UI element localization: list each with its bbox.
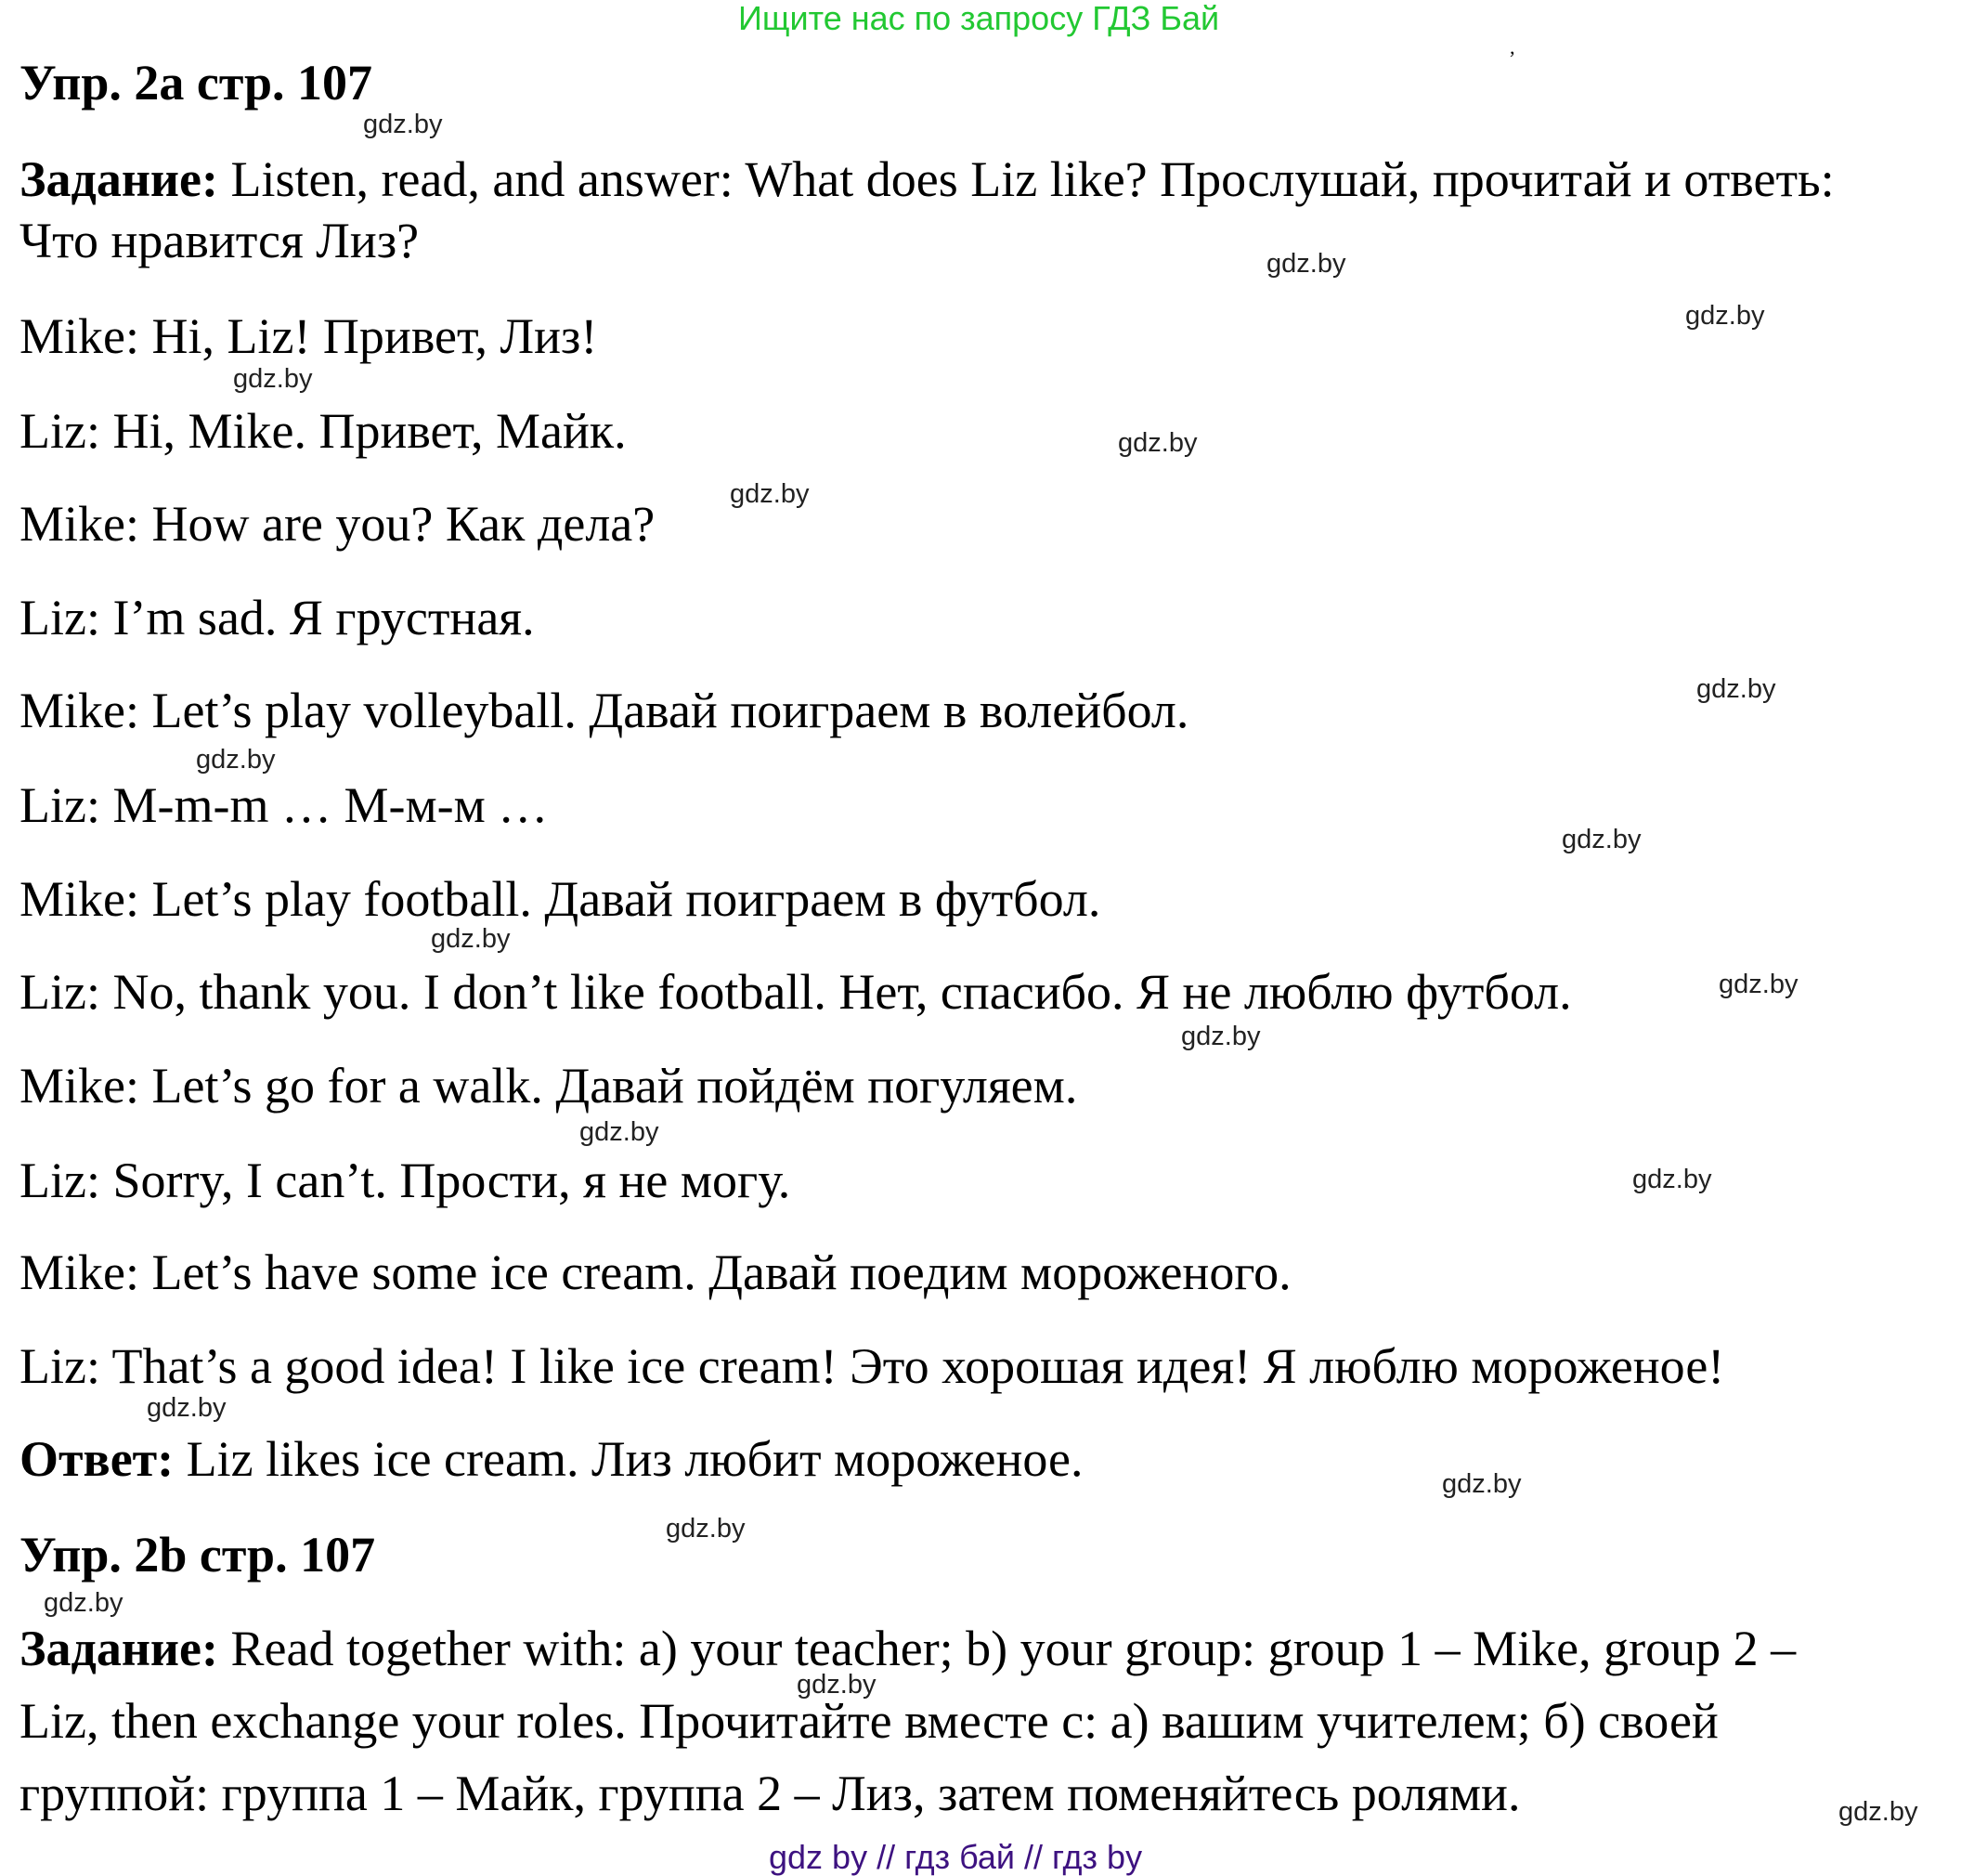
- dialogue-line: Mike: Let’s play football. Давай поиграем в футбол.: [19, 871, 1101, 927]
- task-text: Read together with: a) your teacher; b) your group: group 1 – Mike, group 2 –: [218, 1621, 1797, 1676]
- dialogue-line: Mike: Hi, Liz! Привет, Лиз!: [19, 308, 598, 364]
- answer-text: Liz likes ice cream. Лиз любит мороженое.: [174, 1431, 1084, 1487]
- section-2a-task-line2: Что нравится Лиз?: [19, 213, 420, 268]
- dialogue-line: Liz: That’s a good idea! I like ice cream! Это хорошая идея! Я люблю мороженое!: [19, 1338, 1725, 1394]
- section-2a-answer: [19, 1431, 1084, 1487]
- answer-label: Ответ:: [19, 1431, 175, 1487]
- watermark: gdz.by: [1562, 825, 1642, 854]
- watermark: gdz.by: [1442, 1469, 1522, 1499]
- watermark: gdz.by: [1719, 970, 1799, 999]
- watermark: gdz.by: [431, 924, 511, 954]
- dialogue-line: Mike: Let’s have some ice cream. Давай поедим мороженого.: [19, 1244, 1292, 1300]
- dialogue-line: Mike: Let’s play volleyball. Давай поиграем в волейбол.: [19, 683, 1189, 738]
- task-label: Задание:: [19, 1621, 218, 1676]
- top-banner[interactable]: Ищите нас по запросу ГДЗ Бай: [738, 0, 1220, 37]
- dialogue-line: Liz: Hi, Mike. Привет, Майк.: [19, 403, 627, 459]
- dialogue-line: Mike: Let’s go for a walk. Давай пойдём погуляем.: [19, 1058, 1078, 1114]
- task-label: Задание:: [19, 151, 218, 207]
- section-2b-title: Упр. 2b стр. 107: [19, 1527, 376, 1583]
- dialogue-line: Liz: No, thank you. I don’t like football. Нет, спасибо. Я не люблю футбол.: [19, 964, 1572, 1020]
- section-2b-task: [19, 1623, 1796, 1674]
- dialogue-line: Liz: Sorry, I can’t. Прости, я не могу.: [19, 1153, 791, 1208]
- watermark: gdz.by: [579, 1117, 659, 1147]
- watermark: gdz.by: [1118, 428, 1198, 458]
- section-2b-task-line2: Liz, then exchange your roles. Прочитайте вместе с: а) вашим учителем; б) своей: [19, 1693, 1719, 1749]
- section-2b-task-line3: группой: группа 1 – Майк, группа 2 – Лиз, затем поменяйтесь ролями.: [19, 1765, 1521, 1821]
- watermark: gdz.by: [1181, 1022, 1261, 1051]
- watermark: gdz.by: [666, 1514, 746, 1544]
- footer-links[interactable]: gdz by // гдз бай // гдз by: [769, 1838, 1143, 1876]
- watermark: gdz.by: [147, 1393, 227, 1423]
- watermark: gdz.by: [1838, 1797, 1918, 1827]
- watermark: gdz.by: [1632, 1165, 1712, 1194]
- dialogue-line: Mike: How are you? Как дела?: [19, 496, 656, 552]
- dialogue-line: Liz: I’m sad. Я грустная.: [19, 590, 535, 645]
- watermark: gdz.by: [44, 1588, 123, 1618]
- watermark: gdz.by: [1685, 301, 1765, 331]
- section-2a-task: [19, 151, 1835, 207]
- section-2a-title: Упр. 2a стр. 107: [19, 55, 373, 111]
- watermark: gdz.by: [730, 479, 810, 509]
- watermark: gdz.by: [196, 745, 276, 775]
- watermark: gdz.by: [797, 1670, 877, 1700]
- task-text: Listen, read, and answer: What does Liz like? Прослушай, прочитай и ответь:: [218, 151, 1835, 207]
- dialogue-line: Liz: M-m-m … М-м-м …: [19, 777, 549, 833]
- watermark: gdz.by: [1696, 674, 1776, 704]
- watermark: gdz.by: [233, 364, 313, 394]
- stray-mark: ,: [1510, 35, 1515, 59]
- watermark: gdz.by: [363, 110, 443, 139]
- watermark: gdz.by: [1266, 249, 1346, 279]
